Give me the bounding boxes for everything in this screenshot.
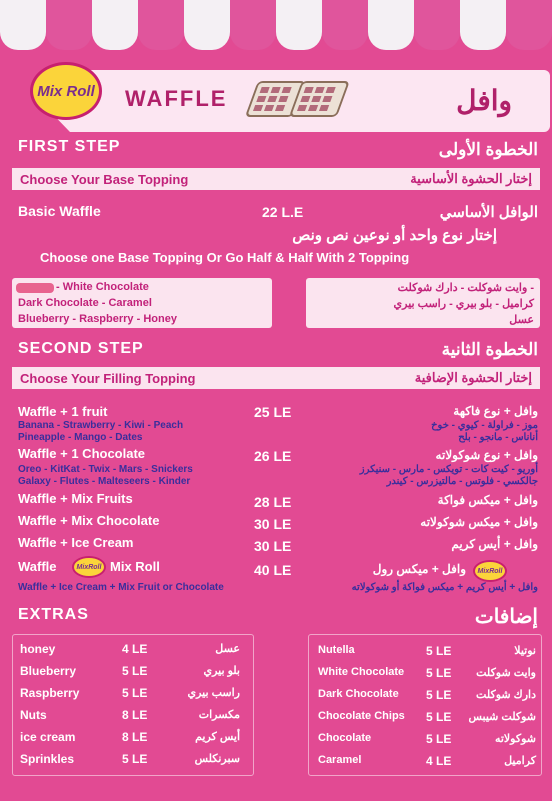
- filling-item-label: Waffle: [18, 559, 57, 574]
- filling-item-label: Waffle + 1 fruit: [18, 404, 108, 419]
- filling-sub-en: Waffle + Ice Cream + Mix Fruit or Chocolate: [18, 582, 224, 593]
- logo-text: Mix Roll: [37, 82, 95, 100]
- extra-item-price: 5 LE: [426, 688, 452, 702]
- basic-waffle-ar: الوافل الأساسي: [439, 204, 538, 221]
- step2-bar-en: Choose Your Filling Topping: [20, 371, 196, 386]
- filling-sub-ar: وافل + أيس كريم + ميكس فواكة أو شوكولاته: [351, 582, 538, 593]
- extra-item-ar: نوتيلا: [514, 645, 536, 657]
- extra-item-price: 5 LE: [122, 664, 148, 678]
- extra-item-label: Chocolate: [318, 732, 372, 744]
- extra-item-label: Nuts: [20, 708, 47, 722]
- topping-en-line: - White Chocolate: [56, 281, 149, 293]
- extra-item-label: Blueberry: [20, 664, 77, 678]
- filling-sub-en: Banana - Strawberry - Kiwi - Peach: [18, 420, 184, 431]
- extra-item-price: 5 LE: [122, 686, 148, 700]
- redacted-mark: [16, 283, 54, 293]
- step1-bar: [12, 168, 540, 190]
- header-title-ar: وافل: [456, 85, 512, 116]
- basic-waffle-label: Basic Waffle: [18, 203, 101, 219]
- step2-bar-ar: إختار الحشوة الإضافية: [414, 370, 532, 385]
- filling-sub-ar: أناناس - مانجو - بلح: [458, 432, 538, 443]
- filling-sub-ar: موز - فراولة - كيوي - خوخ: [431, 420, 538, 431]
- step1-title-en: FIRST STEP: [18, 138, 121, 155]
- extra-item-label: ice cream: [20, 730, 76, 744]
- extra-item-label: Nutella: [318, 644, 355, 656]
- filling-item-ar: وافل + نوع شوكولاته: [435, 448, 538, 462]
- mini-logo-text: MixRoll: [76, 563, 102, 571]
- extras-title-en: EXTRAS: [18, 606, 89, 623]
- step1-title-ar: الخطوة الأولى: [438, 140, 538, 159]
- filling-sub-ar: جالكسي - فلوتس - مالتيزرس - كيندر: [386, 476, 538, 487]
- extra-item-ar: شوكولاته: [494, 733, 536, 745]
- basic-waffle-price: 22 L.E: [262, 204, 304, 220]
- extra-item-ar: سبرنكلس: [194, 753, 240, 765]
- mixroll-mini-logo: [473, 560, 507, 582]
- extra-item-label: honey: [20, 642, 56, 656]
- mini-logo-text: MixRoll: [477, 567, 503, 575]
- filling-sub-ar: أوريو - كيت كات - تويكس - مارس - سنيكرز: [359, 464, 538, 475]
- extra-item-ar: بلو بيري: [203, 665, 240, 677]
- topping-en-line: Dark Chocolate - Caramel: [18, 297, 152, 309]
- extra-item-label: Caramel: [318, 754, 362, 766]
- filling-item-label-suffix: Mix Roll: [110, 559, 160, 574]
- filling-item-ar: وافل + نوع فاكهة: [453, 404, 538, 418]
- step1-bar-en: Choose Your Base Topping: [20, 172, 189, 187]
- extra-item-label: Raspberry: [20, 686, 80, 700]
- extra-item-ar: مكسرات: [198, 709, 240, 721]
- extra-item-price: 5 LE: [426, 644, 452, 658]
- waffle-icon: [240, 78, 360, 122]
- filling-item-price: 40 LE: [254, 562, 292, 578]
- awning-decoration: [0, 0, 552, 50]
- header-title-en: WAFFLE: [125, 86, 228, 111]
- filling-item-label: Waffle + Ice Cream: [18, 535, 134, 550]
- topping-en-line: Blueberry - Raspberry - Honey: [18, 313, 177, 325]
- topping-ar-line: - وايت شوكلت - دارك شوكلت: [397, 282, 534, 294]
- extras-title-ar: إضافات: [474, 606, 538, 628]
- step2-bar: [12, 367, 540, 389]
- extra-item-label: Sprinkles: [20, 752, 75, 766]
- topping-ar-line: كراميل - بلو بيري - راسب بيري: [393, 298, 534, 310]
- filling-item-ar: وافل + ميكس فواكة: [437, 493, 538, 507]
- extra-item-ar: كراميل: [504, 755, 536, 767]
- filling-item-price: 28 LE: [254, 494, 292, 510]
- filling-item-label: Waffle + Mix Chocolate: [18, 513, 160, 528]
- extra-item-price: 4 LE: [426, 754, 452, 768]
- filling-item-price: 26 LE: [254, 448, 292, 464]
- filling-item-price: 30 LE: [254, 538, 292, 554]
- filling-item-label: Waffle + Mix Fruits: [18, 491, 133, 506]
- mixroll-mini-logo: [72, 556, 106, 578]
- base-toppings-ar-box: [306, 278, 540, 328]
- extra-item-price: 5 LE: [122, 752, 148, 766]
- step1-instruction-en: Choose one Base Topping Or Go Half & Half With 2 Topping: [40, 250, 410, 265]
- extra-item-ar: وايت شوكلت: [476, 667, 536, 679]
- extra-item-ar: عسل: [215, 643, 240, 655]
- extra-item-label: Dark Chocolate: [318, 688, 399, 700]
- filling-item-label: Waffle + 1 Chocolate: [18, 446, 146, 461]
- step2-title-ar: الخطوة الثانية: [441, 340, 538, 359]
- filling-sub-en: Oreo - KitKat - Twix - Mars - Snickers: [18, 464, 193, 475]
- extra-item-ar: شوكلت شيبس: [468, 711, 536, 723]
- filling-item-price: 30 LE: [254, 516, 292, 532]
- step2-title-en: SECOND STEP: [18, 340, 144, 357]
- extra-item-label: Chocolate Chips: [318, 710, 405, 722]
- step1-bar-ar: إختار الحشوة الأساسية: [410, 171, 532, 186]
- filling-sub-en: Pineapple - Mango - Dates: [18, 432, 143, 443]
- extra-item-ar: راسب بيري: [187, 687, 240, 699]
- extra-item-ar: أيس كريم: [195, 731, 240, 743]
- extra-item-price: 5 LE: [426, 710, 452, 724]
- extra-item-price: 5 LE: [426, 732, 452, 746]
- extra-item-label: White Chocolate: [318, 666, 405, 678]
- filling-item-ar: وافل + أيس كريم: [451, 537, 538, 551]
- extra-item-price: 4 LE: [122, 642, 148, 656]
- base-toppings-en-box: [12, 278, 272, 328]
- filling-item-ar: وافل + ميكس شوكولاته: [420, 515, 538, 529]
- extra-item-price: 8 LE: [122, 708, 148, 722]
- brand-logo: [30, 62, 102, 120]
- filling-item-ar: وافل + ميكس رول: [372, 562, 466, 576]
- filling-sub-en: Galaxy - Flutes - Malteseers - Kinder: [18, 476, 191, 487]
- extra-item-ar: دارك شوكلت: [476, 689, 536, 701]
- filling-item-price: 25 LE: [254, 404, 292, 420]
- topping-ar-line: عسل: [509, 314, 534, 326]
- step1-instruction-ar: إختار نوع واحد أو نوعين نص ونص: [292, 227, 497, 244]
- extra-item-price: 5 LE: [426, 666, 452, 680]
- extra-item-price: 8 LE: [122, 730, 148, 744]
